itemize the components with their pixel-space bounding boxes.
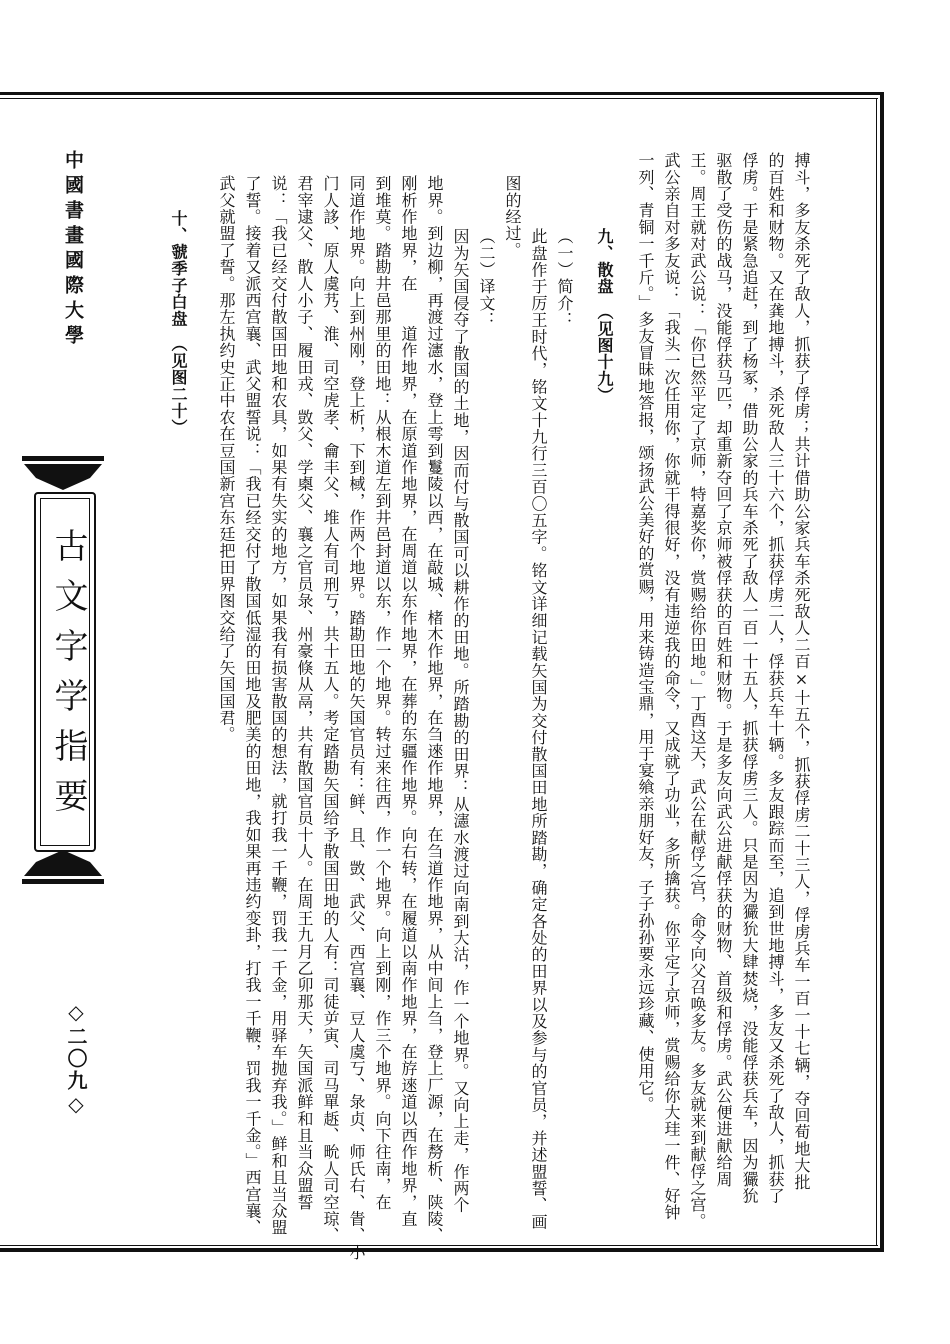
frame-bottom-inner-line <box>0 1245 878 1246</box>
text-column-1: 搏斗，多友杀死了敌人，抓获了俘虏；共计借助公家兵车杀死敌人二百×十五个，抓获俘虏二十三人，俘虏兵车一百一十七辆，夺回荀地大批 <box>792 152 811 1191</box>
text-column-5: 王。周王就对武公说：「你已然平定了京师，特嘉奖你，赏赐给你田地。」丁酉这天，武公在献俘之宫，命令向父召唤多友。多友就来到献俘之宫。 <box>688 152 707 1230</box>
text-column-translation-7: 君宰逮父、散人小子、履田戎、敳父、学㮚父、襄之官员彔、州豪倏从鬲，共有散国官员十人。在周王九月乙卯那天，矢国派鲜和且当众盟誓 <box>295 175 314 1211</box>
text-column-translation-6: 门人誃、原人虞艿、淮、司空虎孝、龠丰父、堆人有司刑丂，共十五人。考定踏勘矢国给予散国田地的人有：司徒屰寅、司马單䞣、㽙人司空琼、 <box>321 175 340 1244</box>
text-column-translation-8: 说：「我已经交付散国田地和农具，如果有失实的地方，如果我有损害散国的想法，就打我一千鞭，罚我一千金，用驿车抛弃我。」鲜和且当众盟 <box>269 175 288 1236</box>
frame-right-line <box>880 92 884 1252</box>
text-column-3: 俘虏。于是紧急追赶，到了杨冢，借助公家的兵车杀死了敌人一百一十五人，抓获俘虏三人。只是因为玁狁大肆焚烧，没能俘获兵车，因为玁狁 <box>740 152 759 1205</box>
text-column-7: 一列、青铜一千斤。」多友冒昧地答报，颂扬武公美好的赏赐，用来铸造宝鼎，用于宴飨亲朋好友，子子孙孙要永远珍藏、使用它。 <box>636 152 655 1113</box>
frame-bottom-line <box>0 1248 884 1252</box>
frame-top-inner-line <box>0 98 878 99</box>
text-column-translation-5: 同道作地界。向上到州刚，登上析，下到棫，作两个地界。踏勘田地的矢国官员有：鲜、且、敳、武父、西宫襄、豆人虞丂、彔贞、师氏右、眚、小 <box>347 175 366 1261</box>
text-column-intro-2: 图的经过。 <box>503 175 522 259</box>
text-column-translation-9: 了誓。接着又派西宫襄、武父盟誓说：「我已经交付了散国低湿的田地及肥美的田地，我如果再违约变卦，打我一千鞭，罚我一千金。」西宫襄、 <box>243 175 262 1236</box>
section-heading-10: 十、虢季子白盘 （见图二十） <box>169 210 188 436</box>
page-number: ◇二〇九◇ <box>64 1000 88 1118</box>
subheading-translation: （二）译文： <box>477 228 496 329</box>
text-column-intro-1: 此盘作于厉王时代，铭文十九行三百〇五字。铭文详细记载矢国为交付散国田地所踏勘，确定各处的田界以及参与的官员，并述盟誓、画 <box>529 228 548 1230</box>
text-column-translation-1: 因为矢国侵夺了散国的土地，因而付与散国可以耕作的田地。所踏勘的田界：从瀗水渡过向南到大沽，作一个地界。又向上走，作两个 <box>451 228 470 1214</box>
banner-top-ornament <box>22 456 104 492</box>
frame-right-inner-line <box>876 98 877 1246</box>
banner-title: 古文字学指要 <box>48 528 88 828</box>
text-column-4: 驱散了受伤的战马，没能俘获马匹，却重新夺回了京师被俘获的百姓和财物。于是多友向武公进献俘获的财物、首级和俘虏。武公便进献给周 <box>714 152 733 1188</box>
text-column-translation-4: 到堆莫。踏勘井邑那里的田地：从根木道左到井邑封道以东，作一个地界。转过来往西，作一个地界。向上到刚，作三个地界。向下往南，在 <box>373 175 392 1211</box>
text-column-translation-2: 地界。到边柳，再渡过瀗水，登上雩到鬘陵以西，在敲城、楮木作地界，在刍逨作地界，在刍道作地界，从中间上刍，登上厂源，在剺析、陕陵、 <box>425 175 444 1244</box>
text-column-translation-10: 武父就盟了誓。那左执约史正中农在豆国新宫东廷把田界图交给了矢国国君。 <box>217 175 236 743</box>
text-column-6: 武公亲自对多友说：「我头一次任用你，你就干得很好，没有违逆我的命令，又成就了功业，多所擒获。你平定了京师，赏赐给你大珪一件、好钟 <box>662 152 681 1221</box>
subheading-intro: （一）简介： <box>555 228 574 329</box>
frame-top-line <box>0 92 884 95</box>
text-column-2: 的百姓和财物。又在龚地搏斗，杀死敌人三十六个，抓获俘虏二人，俘获兵车十辆。多友跟踪而至，追到世地搏斗，多友又杀死了敌人，抓获了 <box>766 152 785 1205</box>
section-heading-9: 九、散盘 （见图十九） <box>595 228 614 404</box>
text-column-translation-3: 刚析作地界，在 道作地界，在原道作地界，在周道以东作地界，在葬的东疆作地界。向右转，在履道以南作地界，在斿逨道以西作地界，直 <box>399 175 418 1228</box>
banner-bottom-ornament <box>22 848 104 884</box>
school-name: 中國書畫國際大學 <box>62 150 84 350</box>
